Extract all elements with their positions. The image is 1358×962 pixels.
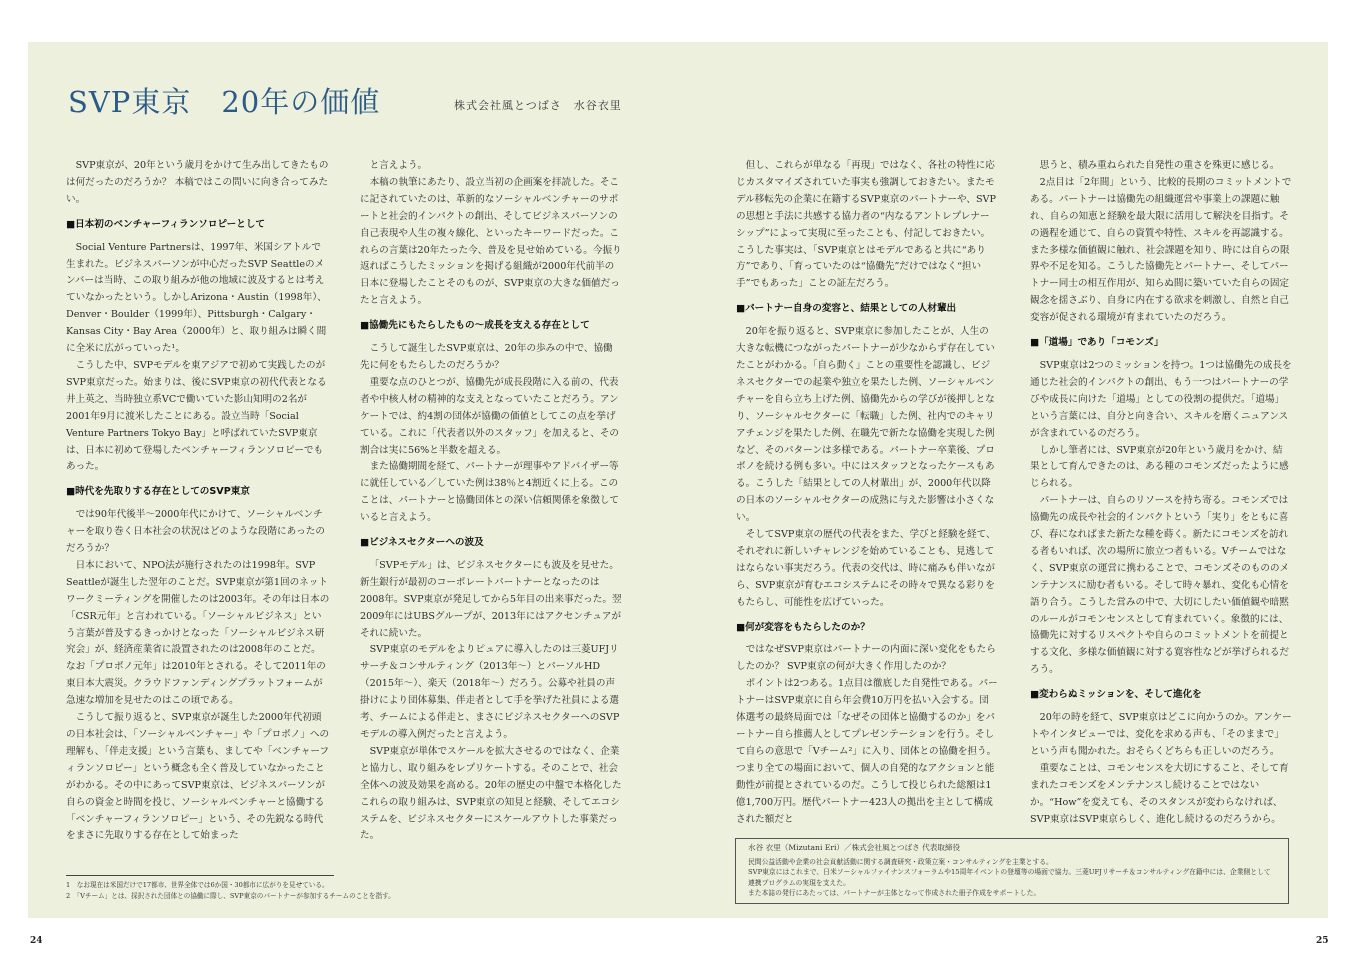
section-heading: ■日本初のベンチャーフィランソロピーとして — [66, 218, 266, 230]
page-number-right: 25 — [1316, 936, 1329, 946]
paragraph: そしてSVP東京の歴代の代表をまた、学びと経験を経て、それぞれに新しいチャレンジを始めていることも、見逃してはならない事実だろう。代表の交代は、時に痛みも伴いながら、SVP東京が育むエコシステムにその時々で異なる彩りをもたらし、可能性を広げていった。 — [736, 529, 996, 608]
paragraph: では90年代後半〜2000年代にかけて、ソーシャルベンチャーを取り巻く日本社会の状況はどのような段階にあったのだろうか？ — [66, 509, 325, 555]
paragraph: SVP東京は2つのミッションを持つ。1つは協働先の成長を通じた社会的インパクトの創出、もう一つはパートナーの学びや成長に向けた「道場」としての役割の提供だ。「道場」という言葉には、自分と向き合い、スキルを磨くニュアンスが含まれているのだろう。 — [1030, 359, 1292, 439]
bio-name: 水谷 衣里（Mizutani Eri）／株式会社風とつばさ 代表取締役 — [748, 843, 961, 852]
paragraph: パートナーは、自らのリソースを持ち寄る。コモンズでは協働先の成長や社会的インパクトという「実り」をともに喜び、春になればまた新たな種を蒔く。新たにコモンズを訪れる者もいれば、次の場所に旅立つ者もいる。Vチームではなく、SVP東京の運営に携わることで、コモンズそのもののメンテナンスに励む者もいる。そして時々暴れ、変化も心情を語り合う。こうした営みの中で、大切にしたい価値観や暗黙のルールがコモンセンスとして育まれていく。象徴的には、協働先に対するリスペクトや自らのコミットメントを前提とする文化、多様な価値観に対する寛容性などが挙げられるだろう。 — [1030, 495, 1290, 676]
paragraph: こうした中、SVPモデルを東アジアで初めて実践したのがSVP東京だった。始まりは、後にSVP東京の初代代表となる井上英之、当時独立系VCで働いていた影山知明の2名が2001年9月に渡米したことにある。設立当時「Social Venture Partners Tokyo Bay」と呼ばれていたSVP東京は、日本に初めて登場したベンチャーフィランソロピーでもあった。 — [66, 359, 327, 473]
footnote-2: 2 「Vチーム」とは、採択された団体との協働に際し、SVP東京のパートナーが参加するチームのことを指す。 — [66, 892, 395, 900]
paragraph: 2点目は「2年間」という、比較的長期のコミットメントである。パートナーは協働先の組織運営や事業上の課題に触れ、自らの知恵と経験を最大限に活用して解決を目指す。その過程を通じて、自らの資質や特性、スキルを再認識する。また多様な価値観に触れ、社会課題を知り、時には自らの限界や不足を知る。こうした協働先とパートナー、そしてパートナー同士の相互作用が、知らぬ間に築いていた自らの固定観念を揺さぶり、自身に内在する欲求を刺激し、自然と自己変容が促される環境が育まれていたのだろう。 — [1030, 176, 1292, 324]
paragraph: 思うと、積み重ねられた自発性の重さを殊更に感じる。 — [1039, 160, 1280, 171]
paragraph: こうして誕生したSVP東京は、20年の歩みの中で、協働先に何をもたらしたのだろうか？ — [360, 343, 613, 371]
bio-line-3: また本誌の発行にあたっては、パートナーが主体となって作成された冊子作成をサポートした。 — [748, 889, 1041, 897]
paragraph: 重要な点のひとつが、協働先が成長段階に入る前の、代表者や中核人材の精神的な支えとなっていたことだろう。アンケートでは、約4割の団体が協働の価値としてこの点を挙げている。これに「代表者以外のスタッフ」を加えると、その割合は実に56%と半数を超える。 — [360, 376, 620, 456]
section-heading: ■時代を先取りする存在としてのSVP東京 — [66, 486, 250, 498]
section-heading: ■変わらぬミッションを、そして進化を — [1030, 689, 1202, 701]
article-title: SVP東京 20年の価値 — [68, 85, 381, 119]
paragraph: SVP東京が、20年という歳月をかけて生み出してきたものは何だったのだろうか？ 本稿ではこの問いに向き合ってみたい。 — [66, 160, 329, 205]
text-column-1 — [66, 158, 330, 848]
paragraph: 日本において、NPO法が施行されたのは1998年。SVP Seattleが誕生した翌年のことだ。SVP東京が第1回のネットワークミーティングを開催したのは2003年。その年は日本の「CSR元年」と言われている。「ソーシャルビジネス」という言葉が普及するきっかけとなった「ソーシャルビジネス研究会」が、経済産業省に設置されたのは2008年のことだ。なお「プロボノ元年」は2010年とされる。そして2011年の東日本大震災。クラウドファンディングプラットフォームが急速な増加を見せたのはこの頃である。 — [66, 559, 330, 707]
footnote-divider — [66, 875, 334, 876]
paragraph: Social Venture Partnersは、1997年、米国シアトルで生まれた。ビジネスパーソンが中心だったSVP Seattleのメンバーは当時、この取り組みが他の地域に波及するとは考えていなかったという。しかしArizona・Austin（1998年）、Denver・Boulder（1999年）、Pittsburgh・Calgary・Kansas City・Bay Area（2000年）と、取り組みは瞬く間に全米に広がっていった¹。 — [66, 241, 327, 355]
text-column-3 — [736, 158, 998, 825]
paragraph: 重要なことは、コモンセンスを大切にすること、そして育まれたコモンズをメンテナンスし続けることではないか。“How”を変えても、そのスタンスが変わらなければ、SVP東京はSVP東京らしく、進化し続けるのだろうから。 — [1030, 762, 1289, 825]
paragraph: ではなぜSVP東京はパートナーの内面に深い変化をもたらしたのか？ SVP東京の何が大きく作用したのか？ — [736, 644, 996, 673]
paragraph: 但し、これらが単なる「再現」ではなく、各社の特性に応じカスタマイズされていた事実も強調しておきたい。またモデル移転先の企業に在籍するSVP東京のパートナーや、SVPの思想と手法に共感する協力者の“内なるアントレプレナーシップ”によって実現に至ったことも、付記しておきたい。こうした事実は、「SVP東京とはモデルであると共に“あり方”であり、「育っていたのは“協働先”だけではなく“担い手”でもあった」ことの証左だろう。 — [736, 160, 996, 290]
article-author: 株式会社風とつばさ 水谷衣里 — [454, 99, 622, 112]
paragraph: と言えよう。 — [369, 160, 428, 171]
paragraph: SVP東京のモデルをよりピュアに導入したのは三菱UFJリサーチ＆コンサルティング（2013年〜）とパーソルHD（2015年〜）、楽天（2018年〜）だろう。公募や社員の声掛けにより団体募集、伴走者として手を挙げた社員による選考、チームによる伴走と、まさにビジネスセクターへのSVPモデルの導入例だったと言えよう。 — [360, 644, 620, 740]
text-column-4 — [1030, 158, 1292, 825]
bio-line-2: SVP東京にはこれまで、日米ソーシャルファイナンスフォーラムや15周年イベントの登壇等の場面で協力。三菱UFJリサーチ＆コンサルティング在籍中には、企業側として連携プログラムの実現を支えた。 — [748, 868, 1271, 887]
section-heading: ■何が変容をもたらしたのか？ — [736, 621, 870, 633]
page-number-left: 24 — [30, 936, 43, 946]
bio-line-1: 民間公益活動や企業の社会貢献活動に関する調査研究・政策立案・コンサルティングを主業とする。 — [748, 857, 1053, 866]
author-bio-box — [735, 838, 1289, 904]
section-heading: ■パートナー自身の変容と、結果としての人材輩出 — [736, 303, 957, 315]
section-heading: ■ビジネスセクターへの波及 — [360, 537, 484, 549]
footnotes — [66, 880, 626, 902]
paragraph: 本稿の執筆にあたり、設立当初の企画案を拝読した。そこに記されていたのは、革新的なソーシャルベンチャーのサポートと社会的インパクトの創出、そしてビジネスパーソンの自己表現や人生の複々線化、といったキーワードだった。これらの言葉は20年たった今、普及を見せ始めている。今振り返ればこうしたミッションを掲げる組織が2000年代前半の日本に登場したことそのものが、SVP東京の大きな価値だったと言えよう。 — [360, 176, 622, 307]
paragraph: しかし筆者には、SVP東京が20年という歳月をかけ、結果として育んできたのは、ある種のコモンズだったように感じられる。 — [1030, 444, 1289, 490]
section-heading: ■協働先にもたらしたもの〜成長を支える存在として — [360, 320, 590, 332]
paragraph: また協働期間を経て、パートナーが理事やアドバイザー等に就任している／していた例は38％と4割近くに上る。このことは、パートナーと協働団体との深い信頼関係を象徴していると言えよう。 — [360, 461, 620, 524]
paragraph: 「SVPモデル」は、ビジネスセクターにも波及を見せた。新生銀行が最初のコーポレートパートナーとなったのは2008年。SVP東京が発足してから5年目の出来事だった。翌2009年にはUBSグループが、2013年にはアクセンチュアがそれに続いた。 — [360, 559, 622, 639]
paragraph: SVP東京が単体でスケールを拡大させるのではなく、企業と協力し、取り組みをレプリケートする。そのことで、社会全体への波及効果を高める。20年の歴史の中盤で本格化したこれらの取り組みは、SVP東京の知見と経験、そしてエコシステムを、ビジネスセクターにスケールアウトした事業だった。 — [360, 745, 622, 842]
section-heading: ■「道場」であり「コモンズ」 — [1030, 337, 1164, 349]
paragraph: 20年の時を経て、SVP東京はどこに向かうのか。アンケートやインタビューでは、変化を求める声も、「そのままで」という声も聞かれた。おそらくどちらも正しいのだろう。 — [1030, 712, 1292, 757]
paragraph: こうして振り返ると、SVP東京が誕生した2000年代初頭の日本社会は、「ソーシャルベンチャー」や「プロボノ」への理解も、「伴走支援」という言葉も、ましてや「ベンチャーフィランソロピー」という概念も全く普及していなかったことがわかる。その中にあってSVP東京は、ビジネスパーソンが自らの資金と時間を投じ、ソーシャルベンチャーと協働する「ベンチャーフィランソロピー」という、その先鋭なる時代をまさに先取りする存在として始まった — [66, 712, 330, 842]
text-column-2 — [360, 158, 622, 848]
paragraph: ポイントは2つある。1点目は徹底した自発性である。パートナーはSVP東京に自ら年会費10万円を払い入会する。団体選考の最終局面では「なぜその団体と協働するのか」をパートナー自ら推薦人としてプレゼンテーションを行う。そして自らの意思で「Vチーム²」に入り、団体との協働を担う。つまり全ての場面において、個人の自発的なアクションと能動性が前提とされているのだ。こうして投じられた総額は1億1,700万円。歴代パートナー423人の拠出を主として構成された額だと — [736, 678, 998, 825]
paragraph: 20年を振り返ると、SVP東京に参加したことが、人生の大きな転機につながったパートナーが少なからず存在していたことがわかる。「自ら動く」ことの重要性を認識し、ビジネスセクターでの起業や独立を果たした例、ソーシャルベンチャーを自ら立ち上げた例、協働先からの学びが後押しとなり、ソーシャルセクターに「転職」した例、社内でのキャリアチェンジを果たした例、在職先で新たな協働を実現した例など、そのパターンは多様である。パートナー卒業後、プロボノを続ける例も多い。中にはスタッフとなったケースもある。こうした「結果としての人材輩出」が、2000年代以降の日本のソーシャルセクターの成熟に与えた影響は小さくない。 — [736, 326, 995, 524]
footnote-1: 1 なお現在は米国だけで17都市、世界全体では6か国・30都市に広がりを見せている。 — [66, 881, 329, 889]
